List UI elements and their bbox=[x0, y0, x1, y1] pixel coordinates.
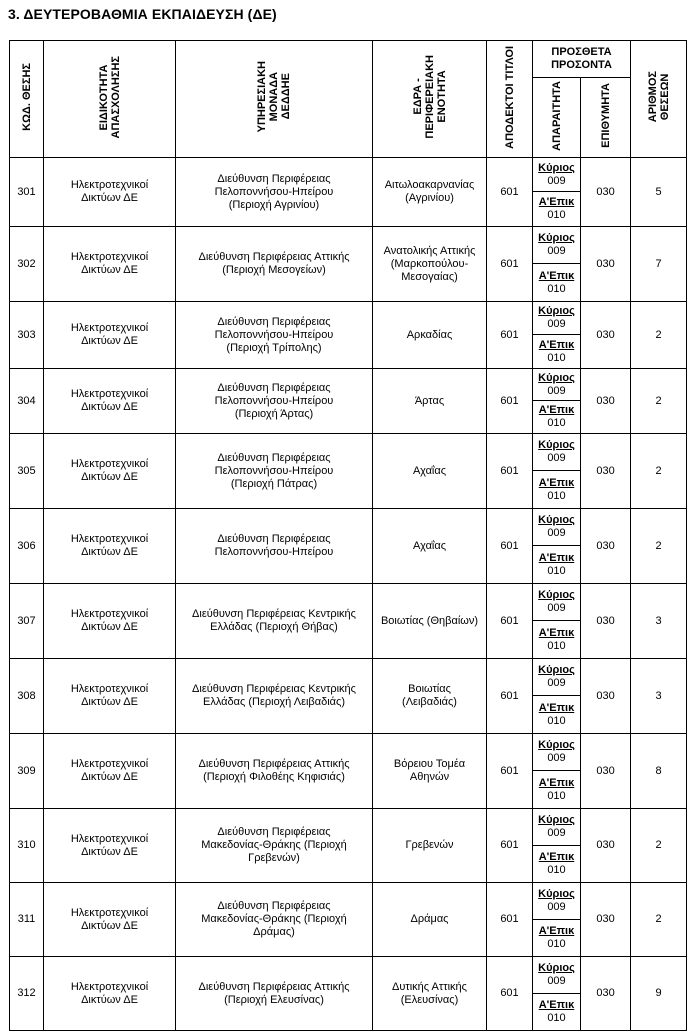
required-main-label: Κύριος bbox=[538, 232, 575, 244]
cell-code: 306 bbox=[10, 509, 44, 584]
cell-unit: Διεύθυνση Περιφέρειας Κεντρικής Ελλάδας (Περιοχή Θήβας) bbox=[176, 584, 373, 659]
required-alt bbox=[533, 471, 580, 508]
required-alt-value: 010 bbox=[547, 789, 566, 802]
required-alt-value: 010 bbox=[547, 564, 566, 577]
cell-specialty: Ηλεκτροτεχνικοί Δικτύων ΔΕ bbox=[44, 734, 176, 809]
required-alt-label: Α'Επικ bbox=[538, 925, 575, 937]
cell-code: 311 bbox=[10, 883, 44, 957]
required-alt-value: 010 bbox=[547, 639, 566, 652]
required-alt-value: 010 bbox=[547, 714, 566, 727]
required-main-label: Κύριος bbox=[538, 814, 575, 826]
cell-required bbox=[533, 302, 581, 369]
cell-code: 303 bbox=[10, 302, 44, 369]
cell-desired: 030 bbox=[581, 659, 631, 734]
cell-unit: Διεύθυνση Περιφέρειας Κεντρικής Ελλάδας (Περιοχή Λειβαδιάς) bbox=[176, 659, 373, 734]
required-main-value: 009 bbox=[547, 174, 566, 187]
required-main-label: Κύριος bbox=[538, 371, 575, 384]
required-main-label: Κύριος bbox=[538, 962, 575, 974]
cell-desired: 030 bbox=[581, 434, 631, 509]
cell-seat: Αιτωλοακαρνανίας (Αγρινίου) bbox=[373, 158, 487, 227]
cell-seat: Βοιωτίας (Θηβαίων) bbox=[373, 584, 487, 659]
required-alt bbox=[533, 994, 580, 1030]
required-alt bbox=[533, 401, 580, 433]
cell-positions: 2 bbox=[631, 302, 687, 369]
cell-degrees: 601 bbox=[487, 509, 533, 584]
required-main-label: Κύριος bbox=[538, 439, 575, 451]
table-row bbox=[10, 434, 687, 509]
cell-desired: 030 bbox=[581, 369, 631, 434]
cell-specialty: Ηλεκτροτεχνικοί Δικτύων ΔΕ bbox=[44, 809, 176, 883]
table-row bbox=[10, 158, 687, 227]
required-alt-label: Α'Επικ bbox=[538, 701, 575, 714]
required-main bbox=[533, 158, 580, 192]
required-alt bbox=[533, 192, 580, 226]
cell-seat: Ανατολικής Αττικής (Μαρκοπούλου- Μεσογαίας) bbox=[373, 227, 487, 302]
cell-desired: 030 bbox=[581, 809, 631, 883]
cell-positions: 3 bbox=[631, 584, 687, 659]
cell-desired: 030 bbox=[581, 883, 631, 957]
cell-specialty: Ηλεκτροτεχνικοί Δικτύων ΔΕ bbox=[44, 369, 176, 434]
header-desired: ΕΠΙΘΥΜΗΤΑ bbox=[581, 78, 631, 158]
required-main-label: Κύριος bbox=[538, 664, 575, 676]
table-row bbox=[10, 584, 687, 659]
cell-seat: Αχαΐας bbox=[373, 434, 487, 509]
header-code: ΚΩΔ. ΘΕΣΗΣ bbox=[10, 41, 44, 158]
required-main-value: 009 bbox=[547, 384, 566, 397]
header-seat: ΕΔΡΑ - ΠΕΡΙΦΕΡΕΙΑΚΗ ΕΝΟΤΗΤΑ bbox=[373, 41, 487, 158]
cell-specialty: Ηλεκτροτεχνικοί Δικτύων ΔΕ bbox=[44, 957, 176, 1031]
cell-degrees: 601 bbox=[487, 302, 533, 369]
cell-desired: 030 bbox=[581, 158, 631, 227]
cell-code: 309 bbox=[10, 734, 44, 809]
cell-code: 305 bbox=[10, 434, 44, 509]
section-title: 3. ΔΕΥΤΕΡΟΒΑΘΜΙΑ ΕΚΠΑΙΔΕΥΣΗ (ΔΕ) bbox=[8, 6, 277, 22]
required-main-value: 009 bbox=[547, 318, 566, 330]
required-alt bbox=[533, 846, 580, 882]
cell-unit: Διεύθυνση Περιφέρειας Μακεδονίας-Θράκης (Περιοχή Δράμας) bbox=[176, 883, 373, 957]
cell-positions: 3 bbox=[631, 659, 687, 734]
required-main bbox=[533, 734, 580, 771]
required-main bbox=[533, 883, 580, 920]
cell-degrees: 601 bbox=[487, 734, 533, 809]
cell-specialty: Ηλεκτροτεχνικοί Δικτύων ΔΕ bbox=[44, 302, 176, 369]
table-row bbox=[10, 809, 687, 883]
required-alt-label: Α'Επικ bbox=[538, 338, 575, 351]
required-main-value: 009 bbox=[547, 677, 566, 689]
required-alt bbox=[533, 621, 580, 658]
cell-desired: 030 bbox=[581, 957, 631, 1031]
cell-unit: Διεύθυνση Περιφέρειας Πελοποννήσου-Ηπείρου bbox=[176, 509, 373, 584]
required-main-value: 009 bbox=[547, 245, 566, 257]
required-alt bbox=[533, 335, 580, 368]
cell-seat: Βοιωτίας (Λειβαδιάς) bbox=[373, 659, 487, 734]
required-alt-label: Α'Επικ bbox=[538, 851, 575, 863]
table-row bbox=[10, 302, 687, 369]
required-alt-value: 010 bbox=[547, 282, 566, 295]
cell-required bbox=[533, 227, 581, 302]
cell-seat: Γρεβενών bbox=[373, 809, 487, 883]
header-required: ΑΠΑΡΑΙΤΗΤΑ bbox=[533, 78, 581, 158]
cell-degrees: 601 bbox=[487, 659, 533, 734]
cell-desired: 030 bbox=[581, 227, 631, 302]
cell-degrees: 601 bbox=[487, 883, 533, 957]
cell-required bbox=[533, 734, 581, 809]
required-main-label: Κύριος bbox=[538, 739, 575, 751]
required-alt-label: Α'Επικ bbox=[538, 626, 575, 639]
cell-unit: Διεύθυνση Περιφέρειας Αττικής (Περιοχή Φιλοθέης Κηφισιάς) bbox=[176, 734, 373, 809]
positions-table bbox=[9, 40, 687, 1031]
required-main-value: 009 bbox=[547, 827, 566, 839]
required-alt-value: 010 bbox=[547, 209, 566, 221]
table-row bbox=[10, 509, 687, 584]
cell-unit: Διεύθυνση Περιφέρειας Αττικής (Περιοχή Ελευσίνας) bbox=[176, 957, 373, 1031]
cell-unit: Διεύθυνση Περιφέρειας Πελοποννήσου-Ηπείρου (Περιοχή Άρτας) bbox=[176, 369, 373, 434]
required-main bbox=[533, 369, 580, 401]
cell-required bbox=[533, 659, 581, 734]
cell-code: 308 bbox=[10, 659, 44, 734]
header-specialty: ΕΙΔΙΚΟΤΗΤΑ ΑΠΑΣΧΟΛΗΣΗΣ bbox=[44, 41, 176, 158]
cell-required bbox=[533, 369, 581, 434]
required-alt bbox=[533, 696, 580, 733]
cell-seat: Άρτας bbox=[373, 369, 487, 434]
cell-positions: 5 bbox=[631, 158, 687, 227]
table-row bbox=[10, 957, 687, 1031]
cell-specialty: Ηλεκτροτεχνικοί Δικτύων ΔΕ bbox=[44, 509, 176, 584]
cell-seat: Δυτικής Αττικής (Ελευσίνας) bbox=[373, 957, 487, 1031]
header-extra-qualifications: ΠΡΟΣΘΕΤΑ ΠΡΟΣΟΝΤΑ bbox=[533, 41, 631, 78]
cell-required bbox=[533, 434, 581, 509]
table-row bbox=[10, 734, 687, 809]
cell-desired: 030 bbox=[581, 509, 631, 584]
table-row bbox=[10, 227, 687, 302]
cell-positions: 8 bbox=[631, 734, 687, 809]
cell-required bbox=[533, 509, 581, 584]
header-degrees: ΑΠΟΔΕΚΤΟΙ ΤΙΤΛΟΙ bbox=[487, 41, 533, 158]
required-alt-label: Α'Επικ bbox=[538, 776, 575, 789]
required-alt bbox=[533, 546, 580, 583]
required-main-value: 009 bbox=[547, 752, 566, 764]
cell-code: 307 bbox=[10, 584, 44, 659]
required-alt bbox=[533, 771, 580, 808]
cell-required bbox=[533, 584, 581, 659]
required-main bbox=[533, 434, 580, 471]
cell-positions: 2 bbox=[631, 434, 687, 509]
cell-seat: Αχαΐας bbox=[373, 509, 487, 584]
cell-degrees: 601 bbox=[487, 584, 533, 659]
cell-code: 301 bbox=[10, 158, 44, 227]
required-alt-label: Α'Επικ bbox=[538, 551, 575, 564]
required-main-value: 009 bbox=[547, 901, 566, 913]
table-row bbox=[10, 883, 687, 957]
required-main bbox=[533, 227, 580, 264]
cell-unit: Διεύθυνση Περιφέρειας Αττικής (Περιοχή Μεσογείων) bbox=[176, 227, 373, 302]
cell-code: 302 bbox=[10, 227, 44, 302]
required-alt-label: Α'Επικ bbox=[538, 476, 575, 489]
required-alt-label: Α'Επικ bbox=[538, 269, 575, 282]
header-row-top bbox=[10, 41, 687, 78]
cell-positions: 2 bbox=[631, 369, 687, 434]
cell-degrees: 601 bbox=[487, 434, 533, 509]
cell-code: 310 bbox=[10, 809, 44, 883]
required-main bbox=[533, 509, 580, 546]
required-main-value: 009 bbox=[547, 602, 566, 614]
required-main-label: Κύριος bbox=[538, 514, 575, 526]
table-body bbox=[10, 158, 687, 1031]
header-unit: ΥΠΗΡΕΣΙΑΚΗ ΜΟΝΑΔΑ ΔΕΔΔΗΕ bbox=[176, 41, 373, 158]
required-main-label: Κύριος bbox=[538, 161, 575, 174]
required-alt-label: Α'Επικ bbox=[538, 999, 575, 1011]
cell-specialty: Ηλεκτροτεχνικοί Δικτύων ΔΕ bbox=[44, 227, 176, 302]
cell-degrees: 601 bbox=[487, 809, 533, 883]
cell-degrees: 601 bbox=[487, 369, 533, 434]
required-alt bbox=[533, 264, 580, 301]
cell-seat: Αρκαδίας bbox=[373, 302, 487, 369]
required-main bbox=[533, 302, 580, 335]
required-main bbox=[533, 809, 580, 846]
required-alt-value: 010 bbox=[547, 1012, 566, 1024]
cell-positions: 2 bbox=[631, 809, 687, 883]
required-main-value: 009 bbox=[547, 975, 566, 987]
header-positions: ΑΡΙΘΜΟΣ ΘΕΣΕΩΝ bbox=[631, 41, 687, 158]
cell-desired: 030 bbox=[581, 584, 631, 659]
cell-specialty: Ηλεκτροτεχνικοί Δικτύων ΔΕ bbox=[44, 158, 176, 227]
required-main bbox=[533, 957, 580, 994]
required-alt-value: 010 bbox=[547, 489, 566, 502]
required-main-value: 009 bbox=[547, 452, 566, 464]
required-alt bbox=[533, 920, 580, 956]
required-alt-value: 010 bbox=[547, 417, 566, 429]
required-main bbox=[533, 584, 580, 621]
cell-degrees: 601 bbox=[487, 158, 533, 227]
cell-desired: 030 bbox=[581, 302, 631, 369]
cell-required bbox=[533, 883, 581, 957]
table-row bbox=[10, 369, 687, 434]
required-main-label: Κύριος bbox=[538, 888, 575, 900]
cell-required bbox=[533, 809, 581, 883]
cell-unit: Διεύθυνση Περιφέρειας Πελοποννήσου-Ηπείρου (Περιοχή Τρίπολης) bbox=[176, 302, 373, 369]
cell-positions: 9 bbox=[631, 957, 687, 1031]
cell-positions: 2 bbox=[631, 509, 687, 584]
required-alt-value: 010 bbox=[547, 938, 566, 950]
cell-seat: Δράμας bbox=[373, 883, 487, 957]
cell-positions: 2 bbox=[631, 883, 687, 957]
cell-unit: Διεύθυνση Περιφέρειας Πελοποννήσου-Ηπείρου (Περιοχή Αγρινίου) bbox=[176, 158, 373, 227]
required-alt-value: 010 bbox=[547, 864, 566, 876]
cell-positions: 7 bbox=[631, 227, 687, 302]
required-alt-value: 010 bbox=[547, 351, 566, 364]
cell-code: 304 bbox=[10, 369, 44, 434]
cell-specialty: Ηλεκτροτεχνικοί Δικτύων ΔΕ bbox=[44, 659, 176, 734]
cell-degrees: 601 bbox=[487, 227, 533, 302]
required-main-label: Κύριος bbox=[538, 305, 575, 317]
required-alt-label: Α'Επικ bbox=[538, 196, 575, 208]
cell-degrees: 601 bbox=[487, 957, 533, 1031]
required-main-value: 009 bbox=[547, 527, 566, 539]
cell-code: 312 bbox=[10, 957, 44, 1031]
required-main bbox=[533, 659, 580, 696]
cell-unit: Διεύθυνση Περιφέρειας Μακεδονίας-Θράκης (Περιοχή Γρεβενών) bbox=[176, 809, 373, 883]
required-alt-label: Α'Επικ bbox=[538, 404, 575, 416]
cell-specialty: Ηλεκτροτεχνικοί Δικτύων ΔΕ bbox=[44, 883, 176, 957]
cell-unit: Διεύθυνση Περιφέρειας Πελοποννήσου-Ηπείρου (Περιοχή Πάτρας) bbox=[176, 434, 373, 509]
table-row bbox=[10, 659, 687, 734]
cell-seat: Βόρειου Τομέα Αθηνών bbox=[373, 734, 487, 809]
cell-required bbox=[533, 957, 581, 1031]
cell-specialty: Ηλεκτροτεχνικοί Δικτύων ΔΕ bbox=[44, 434, 176, 509]
required-main-label: Κύριος bbox=[538, 589, 575, 601]
cell-required bbox=[533, 158, 581, 227]
cell-desired: 030 bbox=[581, 734, 631, 809]
cell-specialty: Ηλεκτροτεχνικοί Δικτύων ΔΕ bbox=[44, 584, 176, 659]
